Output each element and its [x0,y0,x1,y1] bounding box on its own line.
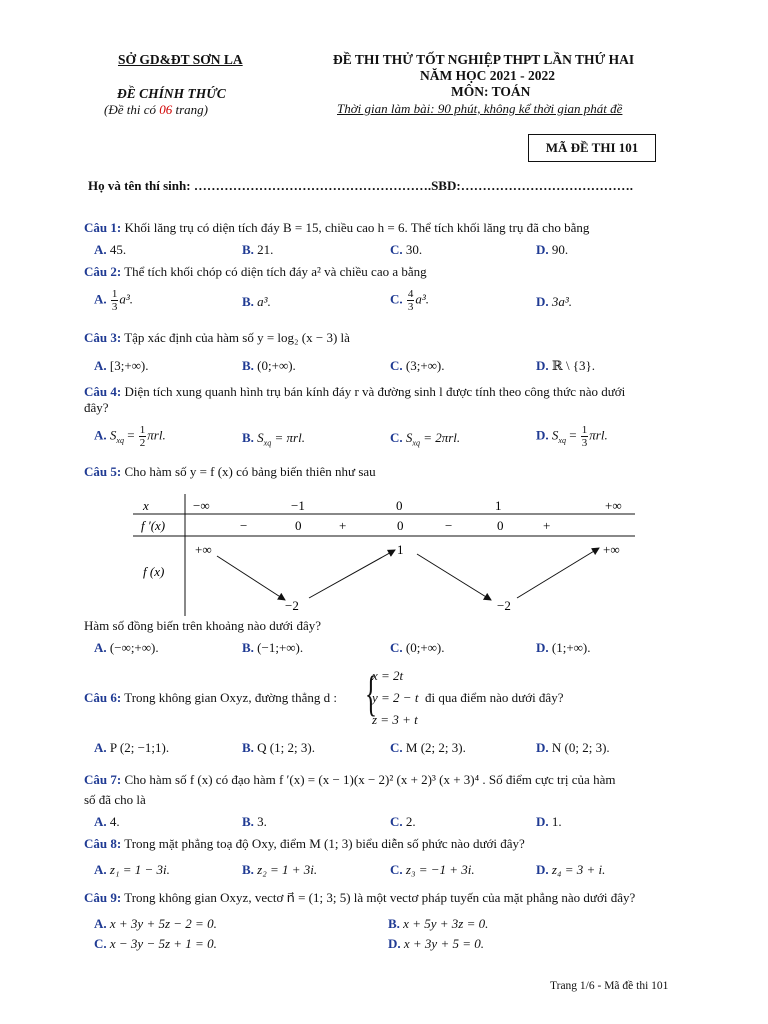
question-5: Câu 5: Cho hàm số y = f (x) có bảng biến thiên như sau [84,464,376,479]
q1-option-d[interactable]: D. 90. [536,242,569,257]
question-4: Câu 4: Diện tích xung quanh hình trụ bán kính đáy r và đường sinh l được tính theo công thức nào dưới [84,384,626,399]
system-eq-3: z = 3 + t [372,712,418,727]
question-1: Câu 1: Khối lăng trụ có diện tích đáy B = 15, chiều cao h = 6. Thể tích khối lăng trụ đã cho bằng [84,220,590,235]
q5-option-c[interactable]: C. (0;+∞). [390,640,445,655]
q8-option-a[interactable]: A. z₁ = 1 − 3i. [94,862,170,877]
official-label: ĐỀ CHÍNH THỨC [117,86,226,101]
page-footer: Trang 1/6 - Mã đề thi 101 [550,980,669,992]
exam-title: ĐỀ THI THỬ TỐT NGHIỆP THPT LẦN THỨ HAI [333,52,635,67]
question-6-cont: đi qua điểm nào dưới đây? [425,690,564,705]
var-f-label: f (x) [143,564,165,579]
q9-option-d[interactable]: D. x + 3y + 5 = 0. [388,936,484,951]
subject: MÔN: TOÁN [451,84,531,99]
var-x-minus-inf: −∞ [193,498,210,513]
q8-option-b[interactable]: B. z₂ = 1 + 3i. [242,862,318,877]
school-year: NĂM HỌC 2021 - 2022 [420,68,555,83]
var-f-max: 1 [397,542,404,557]
var-fp-zero-3: 0 [497,518,504,533]
system-eq-1: x = 2t [372,668,404,683]
q5-option-b[interactable]: B. (−1;+∞). [242,640,304,655]
q7-option-b[interactable]: B. 3. [242,814,267,829]
q6-option-c[interactable]: C. M (2; 2; 3). [390,740,466,755]
question-5-prompt: Hàm số đồng biến trên khoảng nào dưới đây? [84,618,322,633]
q4-option-b[interactable]: B. $S_{xq} = \pi rl$. [242,430,305,448]
q6-option-a[interactable]: A. P (2; −1;1). [94,740,170,755]
var-fp-sign-3: − [445,518,453,533]
var-arrow-up-1 [309,550,395,598]
var-f-right: +∞ [603,542,620,557]
q8-option-c[interactable]: C. z₃ = −1 + 3i. [390,862,475,877]
q8-option-d[interactable]: D. z₄ = 3 + i. [536,862,606,877]
var-fp-sign-4: + [543,518,551,533]
exam-code-box: MÃ ĐỀ THI 101 [528,134,656,162]
department-name: SỞ GD&ĐT SƠN LA [118,52,243,67]
var-fp-sign-1: − [240,518,248,533]
question-3: Câu 3: Tập xác định của hàm số y = log₂ (x − 3) là [84,330,350,345]
q4-option-d[interactable]: D. $S_{xq}$ = $\frac{1}{3}$ πrl. [536,424,608,449]
q4-option-a[interactable]: A. $S_{xq}$ = $\frac{1}{2}$ πrl. [94,424,166,449]
q9-option-c[interactable]: C. x − 3y − 5z + 1 = 0. [94,936,217,951]
q6-option-d[interactable]: D. N (0; 2; 3). [536,740,610,755]
var-fp-zero-2: 0 [397,518,404,533]
question-9: Câu 9: Trong không gian Oxyz, vectơ n⃗ = (1; 3; 5) là một vectơ pháp tuyến của mặt phẳng nào dưới đây? [84,890,636,905]
q9-option-a[interactable]: A. x + 3y + 5z − 2 = 0. [94,916,217,931]
var-x-1: 1 [495,498,502,513]
var-f-min-2: −2 [497,598,511,613]
var-f-left: +∞ [195,542,212,557]
q3-option-d[interactable]: D. ℝ \ {3}. [536,358,596,373]
q7-option-d[interactable]: D. 1. [536,814,562,829]
var-arrow-up-2 [517,548,599,598]
var-x-0: 0 [396,498,403,513]
question-6: Câu 6: Trong không gian Oxyz, đường thẳng d : [84,690,337,705]
var-fp-label: f ′(x) [141,518,166,533]
q3-option-c[interactable]: C. (3;+∞). [390,358,445,373]
var-x-plus-inf: +∞ [605,498,622,513]
var-x-minus-1: −1 [291,498,305,513]
question-7: Câu 7: Cho hàm số f (x) có đạo hàm f ′(x) = (x − 1)(x − 2)² (x + 2)³ (x + 3)⁴ . Số điểm cực trị của hàm [84,772,616,787]
q3-option-a[interactable]: A. [3;+∞). [94,358,149,373]
variation-table [133,494,635,616]
question-4-cont: đây? [84,400,109,415]
var-arrow-down-2 [417,554,491,600]
question-8: Câu 8: Trong mặt phẳng toạ độ Oxy, điểm M (1; 3) biểu diễn số phức nào dưới đây? [84,836,525,851]
page-count: (Đề thi có 06 trang) [104,102,208,117]
q2-option-d[interactable]: D. 3a³. [536,294,573,309]
exam-time: Thời gian làm bài: 90 phút, không kể thời gian phát đề [337,101,623,116]
var-fp-zero-1: 0 [295,518,302,533]
q9-option-b[interactable]: B. x + 5y + 3z = 0. [388,916,489,931]
q4-option-c[interactable]: C. $S_{xq} = 2\pi rl$. [390,430,461,448]
q7-option-c[interactable]: C. 2. [390,814,416,829]
q2-option-c[interactable]: C. $\frac{4}{3}$ a³. [390,288,430,313]
q3-option-b[interactable]: B. (0;+∞). [242,358,296,373]
student-info-line: Họ và tên thí sinh: ……………………………………………….SBD:…………………………………. [88,178,633,193]
q2-option-a[interactable]: A. $\frac{1}{3}$ a³. [94,288,134,313]
question-7-cont: số đã cho là [84,792,146,807]
system-eq-2: y = 2 − t [372,690,419,705]
var-fp-sign-2: + [339,518,347,533]
system-brace: { [365,665,377,721]
var-x-label: x [143,498,149,513]
var-f-min-1: −2 [285,598,299,613]
q5-option-d[interactable]: D. (1;+∞). [536,640,591,655]
q5-option-a[interactable]: A. (−∞;+∞). [94,640,159,655]
q2-option-b[interactable]: B. a³. [242,294,271,309]
var-arrow-down-1 [217,556,285,600]
q7-option-a[interactable]: A. 4. [94,814,120,829]
q1-option-a[interactable]: A. 45. [94,242,127,257]
q1-option-b[interactable]: B. 21. [242,242,274,257]
q1-option-c[interactable]: C. 30. [390,242,423,257]
question-2: Câu 2: Thể tích khối chóp có diện tích đáy a² và chiều cao a bằng [84,264,427,279]
q6-option-b[interactable]: B. Q (1; 2; 3). [242,740,315,755]
